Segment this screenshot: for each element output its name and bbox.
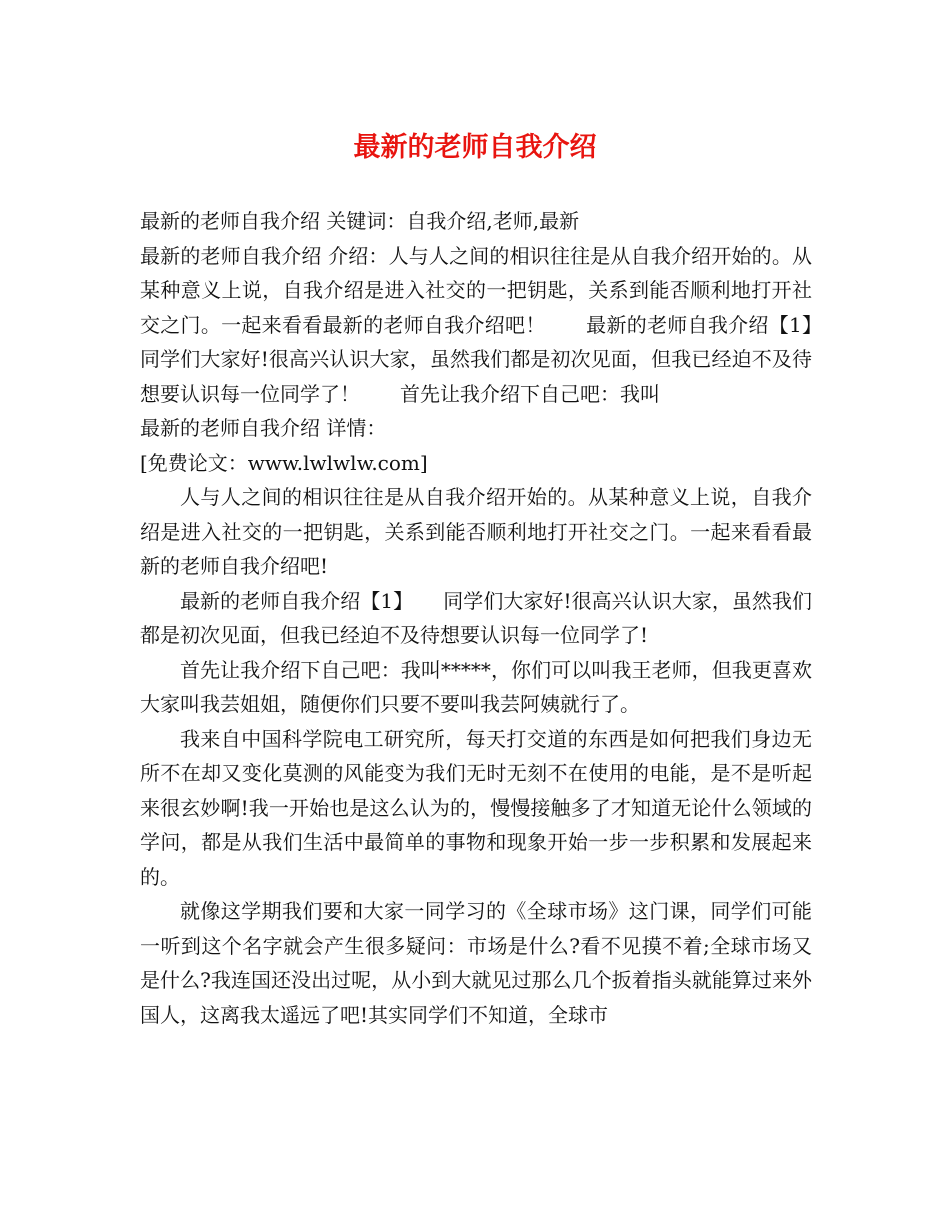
- paragraph: 就像这学期我们要和大家一同学习的《全球市场》这门课，同学们可能一听到这个名字就会产生很多疑问：市场是什么?看不见摸不着;全球市场又是什么?我连国还没出过呢，从小到大就见过那么几个扳着指头就能算过来外国人，这离我太遥远了吧!其实同学们不知道，全球市: [140, 899, 812, 1027]
- document-title: 最新的老师自我介绍: [353, 132, 597, 163]
- paragraph: 人与人之间的相识往往是从自我介绍开始的。从某种意义上说，自我介绍是进入社交的一把钥匙，关系到能否顺利地打开社交之门。一起来看看最新的老师自我介绍吧!: [140, 485, 812, 578]
- document-body: [140, 204, 852, 1032]
- source-line: [免费论文：www.lwlwlw.com]: [140, 450, 428, 475]
- summary-line: 最新的老师自我介绍 介绍：人与人之间的相识往往是从自我介绍开始的。从某种意义上说，自我介绍是进入社交的一把钥匙，关系到能否顺利地打开社交之门。一起来看看最新的老师自我介绍吧！ 最新的老师自我介绍【1】 同学们大家好!很高兴认识大家，虽然我们都是初次见面，但我已经迫不及待想要认识每一位同学了！ 首先让我介绍下自己吧：我叫: [140, 243, 852, 406]
- details-line: 最新的老师自我介绍 详情：: [140, 416, 387, 440]
- keywords-line: 最新的老师自我介绍 关键词：自我介绍,老师,最新: [140, 209, 580, 233]
- paragraph: 最新的老师自我介绍【1】 同学们大家好!很高兴认识大家，虽然我们都是初次见面，但我已经迫不及待想要认识每一位同学了!: [140, 588, 812, 647]
- paragraph: 我来自中国科学院电工研究所，每天打交道的东西是如何把我们身边无所不在却又变化莫测的风能变为我们无时无刻不在使用的电能，是不是听起来很玄妙啊!我一开始也是这么认为的，慢慢接触多了才知道无论什么领域的学问，都是从我们生活中最简单的事物和现象开始一步一步积累和发展起来的。: [140, 726, 812, 889]
- paragraph: 首先让我介绍下自己吧：我叫*****，你们可以叫我王老师，但我更喜欢大家叫我芸姐姐，随便你们只要不要叫我芸阿姨就行了。: [140, 657, 812, 716]
